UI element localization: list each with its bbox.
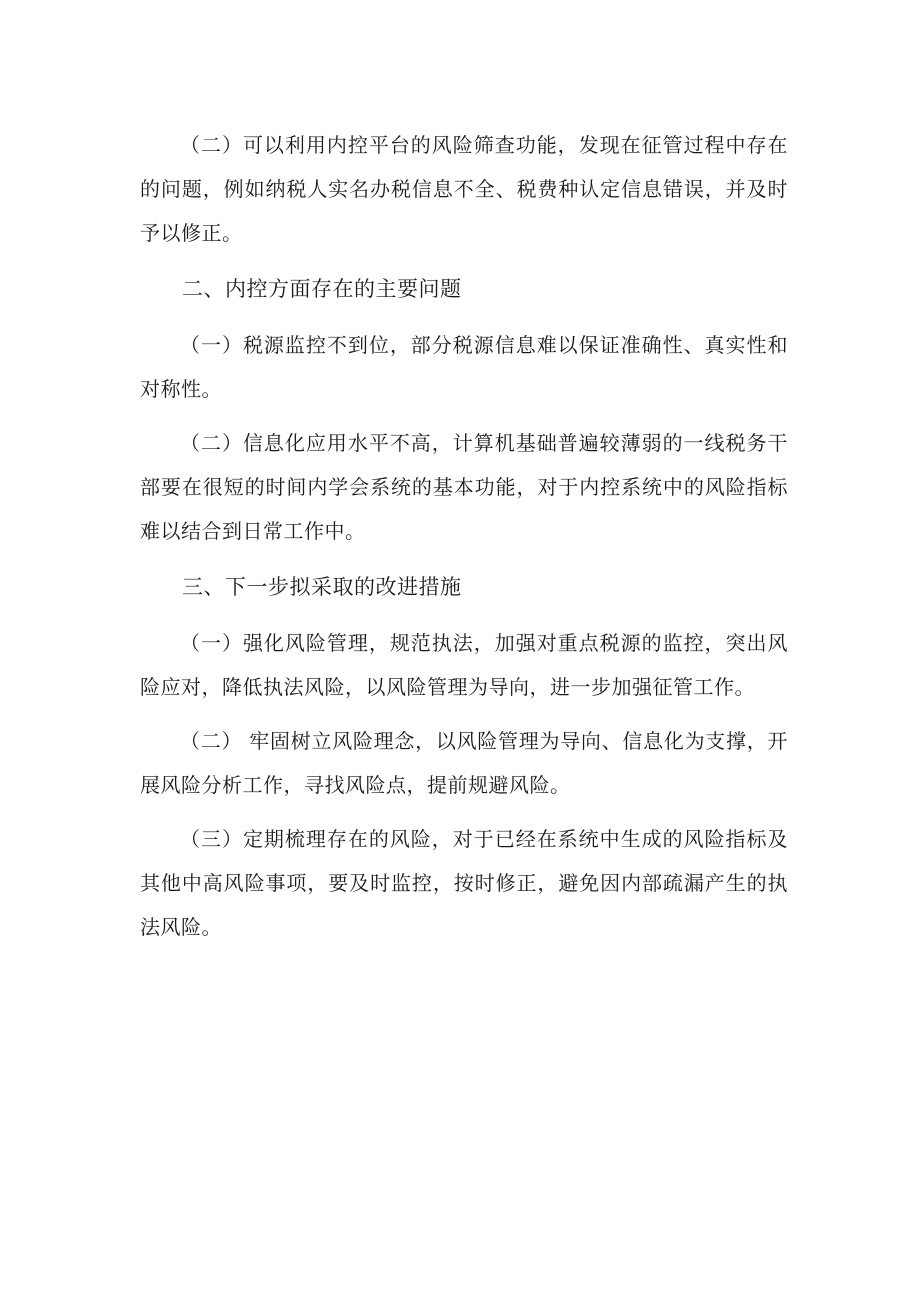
section-heading-main-problems: 二、内控方面存在的主要问题 [182,277,462,301]
paragraph-informatization-level: （二）信息化应用水平不高，计算机基础普遍较薄弱的一线税务干部要在很短的时间内学会系统的基本功能，对于内控系统中的风险指标难以结合到日常工作中。 [140,431,788,543]
paragraph-risk-concept: （二） 牢固树立风险理念，以风险管理为导向、信息化为支撑，开展风险分析工作，寻找风险点，提前规避风险。 [140,729,788,797]
document-body [140,123,788,949]
paragraph-tax-source-monitoring: （一）税源监控不到位，部分税源信息难以保证准确性、真实性和对称性。 [140,333,788,401]
paragraph-strengthen-risk-management: （一）强化风险管理，规范执法，加强对重点税源的监控，突出风险应对，降低执法风险，以风险管理为导向，进一步加强征管工作。 [140,631,788,699]
section-heading-improvement-measures: 三、下一步拟采取的改进措施 [182,575,462,599]
paragraph-screening-function: （二）可以利用内控平台的风险筛查功能，发现在征管过程中存在的问题，例如纳税人实名办税信息不全、税费种认定信息错误，并及时予以修正。 [140,133,788,245]
paragraph-periodic-review: （三）定期梳理存在的风险，对于已经在系统中生成的风险指标及其他中高风险事项，要及时监控，按时修正，避免因内部疏漏产生的执法风险。 [140,827,788,939]
